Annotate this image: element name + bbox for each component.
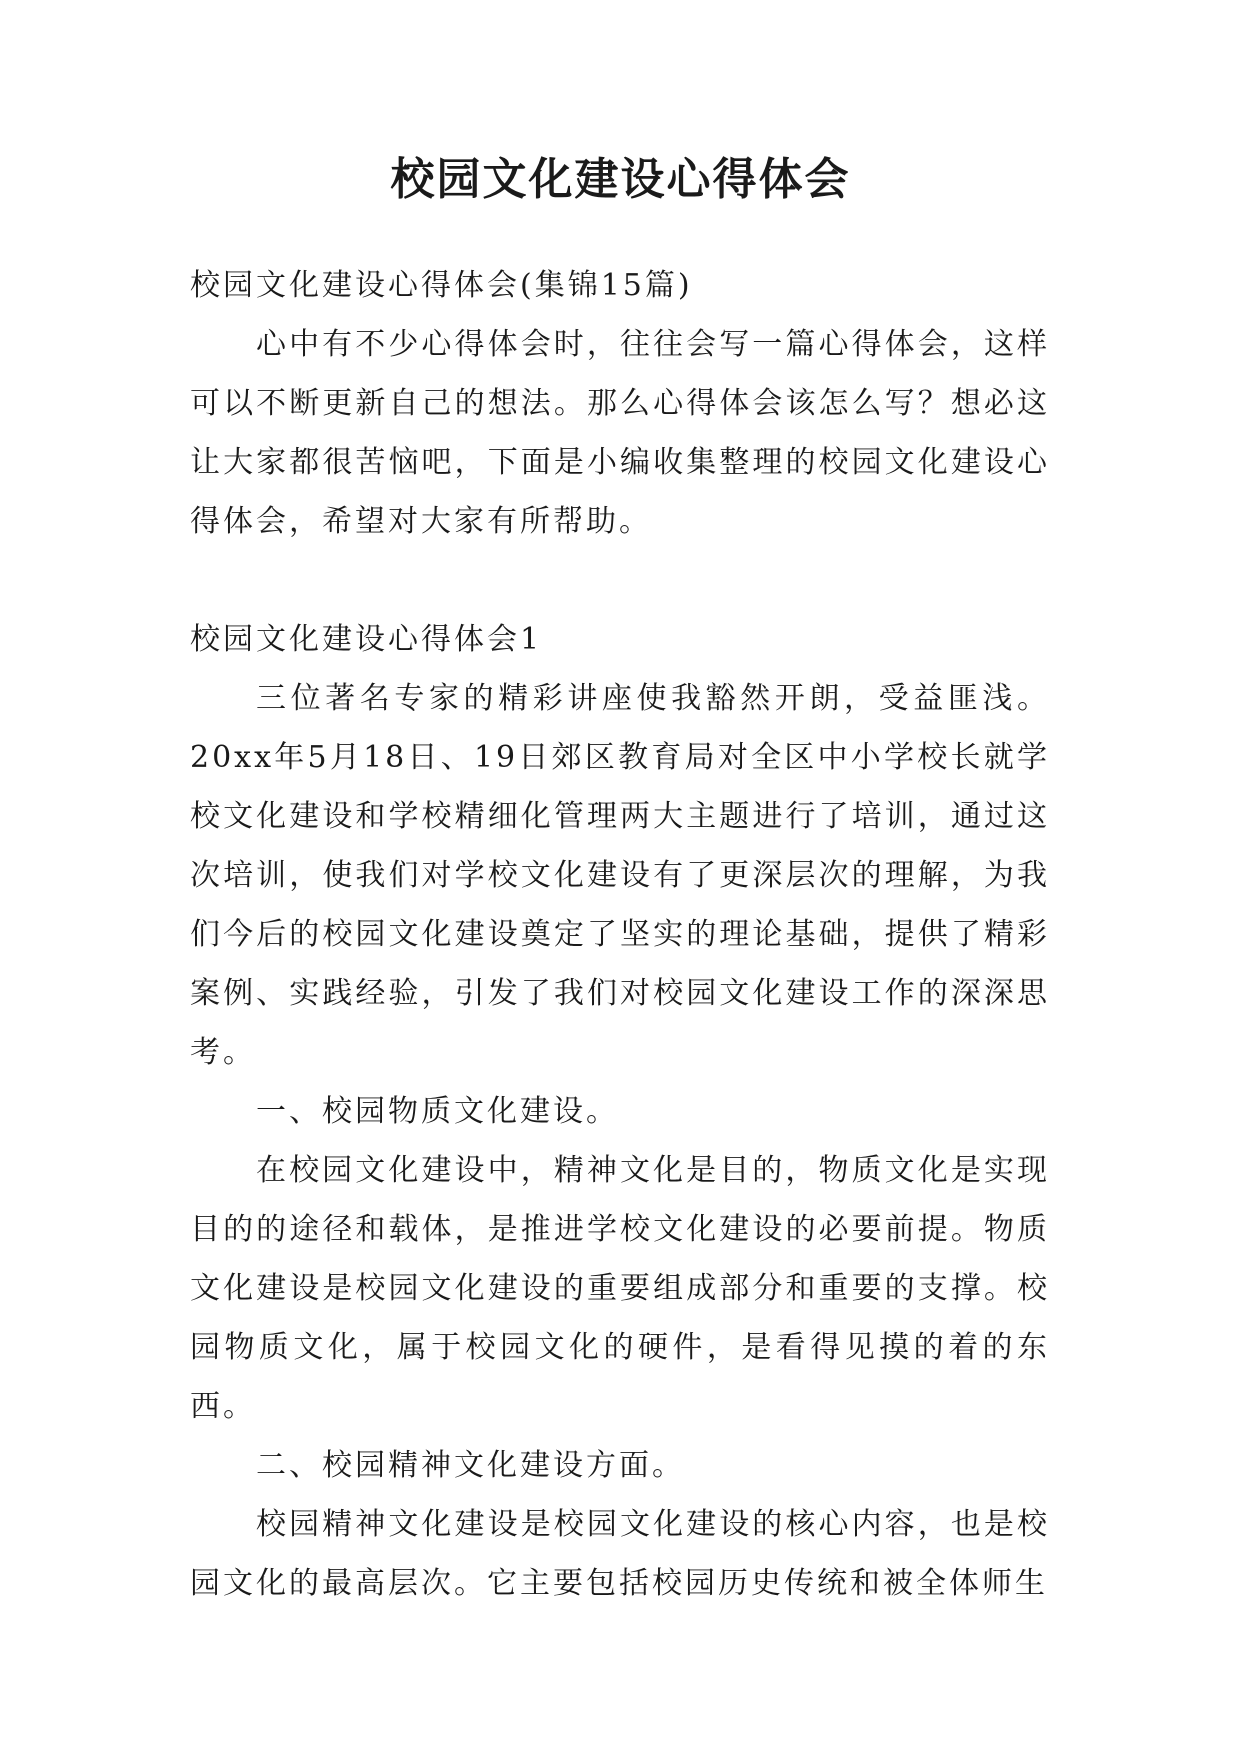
section-spacer [190, 551, 1050, 610]
document-body [190, 256, 1050, 1613]
document-title: 校园文化建设心得体会 [390, 154, 851, 205]
section-1-paragraph-1: 三位著名专家的精彩讲座使我豁然开朗，受益匪浅。20xx年5月18日、19日郊区教育局对全区中小学校长就学校文化建设和学校精细化管理两大主题进行了培训，通过这次培训，使我们对学校文化建设有了更深层次的理解，为我们今后的校园文化建设奠定了坚实的理论基础，提供了精彩案例、实践经验，引发了我们对校园文化建设工作的深深思考。 [190, 681, 1050, 1070]
subheading-material-culture: 一、校园物质文化建设。 [256, 1094, 619, 1129]
section-1-heading: 校园文化建设心得体会1 [190, 622, 543, 657]
section-1-paragraph-2: 在校园文化建设中，精神文化是目的，物质文化是实现目的的途径和载体，是推进学校文化建设的必要前提。物质文化建设是校园文化建设的重要组成部分和重要的支撑。校园物质文化，属于校园文化的硬件，是看得见摸的着的东西。 [190, 1153, 1050, 1424]
subheading-spiritual-culture: 二、校园精神文化建设方面。 [256, 1448, 685, 1483]
intro-paragraph: 心中有不少心得体会时，往往会写一篇心得体会，这样可以不断更新自己的想法。那么心得体会该怎么写？想必这让大家都很苦恼吧，下面是小编收集整理的校园文化建设心得体会，希望对大家有所帮助。 [190, 327, 1050, 539]
collection-heading: 校园文化建设心得体会(集锦15篇) [190, 268, 693, 303]
section-1-paragraph-3: 校园精神文化建设是校园文化建设的核心内容，也是校园文化的最高层次。它主要包括校园历史传统和被全体师生 [190, 1507, 1050, 1601]
